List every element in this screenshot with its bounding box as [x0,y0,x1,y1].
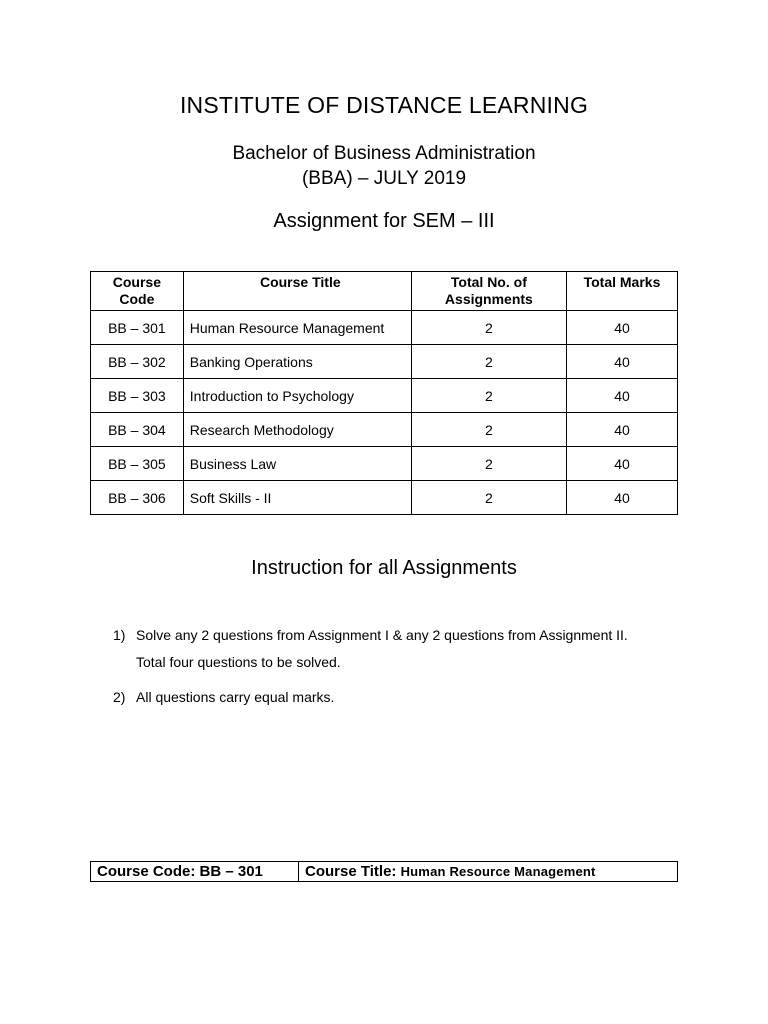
program-session: (BBA) – JULY 2019 [301,168,467,189]
course-code: BB – 302 [91,345,184,379]
course-title-cell [299,862,678,882]
instructions-heading: Instruction for all Assignments [251,557,517,579]
course-code: BB – 301 [91,311,184,345]
course-assignments: 2 [411,311,566,345]
courses-table [90,271,678,515]
assignment-heading: Assignment for SEM – III [273,210,495,232]
course-assignments: 2 [411,413,566,447]
table-header-row [91,272,678,311]
course-marks: 40 [566,379,677,413]
table-row [91,311,678,345]
table-row [91,481,678,515]
course-title-label: Course Title: [305,863,397,880]
course-assignments: 2 [411,481,566,515]
course-title: Human Resource Management [183,311,411,345]
course-assignments: 2 [411,447,566,481]
header-course-code: Course Code [91,272,184,311]
course-code: BB – 303 [91,379,184,413]
course-code: BB – 305 [91,447,184,481]
table-row [91,447,678,481]
course-title: Banking Operations [183,345,411,379]
course-marks: 40 [566,345,677,379]
table-row [91,379,678,413]
course-marks: 40 [566,447,677,481]
header-course-title: Course Title [183,272,411,311]
course-assignments: 2 [411,345,566,379]
course-code: BB – 306 [91,481,184,515]
course-info-table [90,861,678,882]
course-code: BB – 304 [91,413,184,447]
header-total-assignments: Total No. of Assignments [411,272,566,311]
course-assignments: 2 [411,379,566,413]
course-title-value: Human Resource Management [400,864,596,879]
header-total-marks: Total Marks [566,272,677,311]
course-info-row [91,862,678,882]
course-code-label: Course Code: BB – 301 [91,862,299,882]
course-marks: 40 [566,481,677,515]
instruction-text: All questions carry equal marks. [136,689,335,705]
instruction-number: 2) [113,689,126,705]
course-marks: 40 [566,413,677,447]
table-row [91,345,678,379]
course-title: Soft Skills - II [183,481,411,515]
instruction-text: Solve any 2 questions from Assignment I & any 2 questions from Assignment II. [136,627,628,643]
instruction-number: 1) [113,627,126,643]
course-title: Research Methodology [183,413,411,447]
table-row [91,413,678,447]
course-title: Introduction to Psychology [183,379,411,413]
document-title: INSTITUTE OF DISTANCE LEARNING [179,92,589,118]
course-marks: 40 [566,311,677,345]
program-name: Bachelor of Business Administration [232,143,536,164]
instruction-text: Total four questions to be solved. [136,654,341,670]
course-title: Business Law [183,447,411,481]
